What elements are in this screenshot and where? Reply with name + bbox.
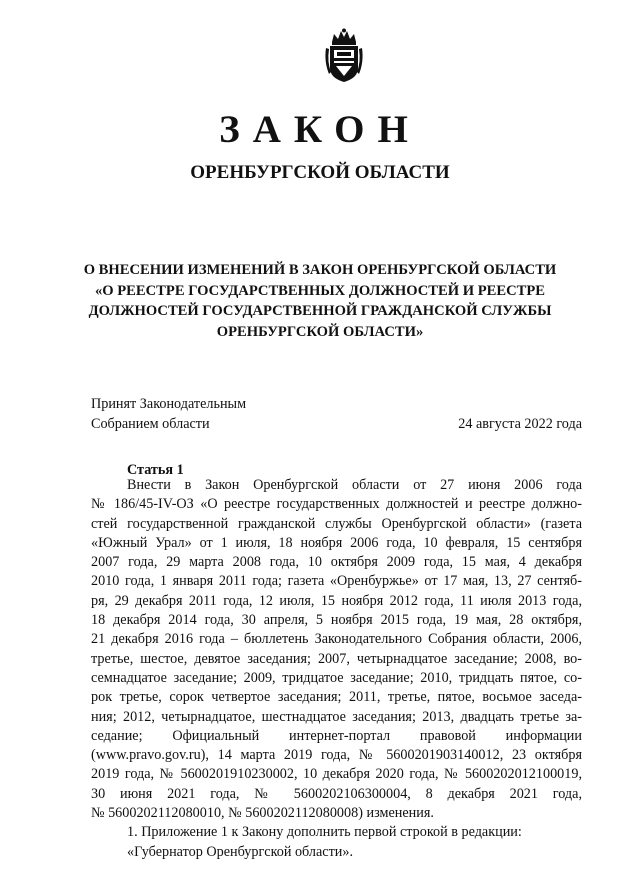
- adoption-date: 24 августа 2022 года: [458, 416, 582, 432]
- article-body: [91, 476, 582, 862]
- body-line: 18 декабря 2014 года, 30 апреля, 5 ноября 2015 года, 19 мая, 28 октября,: [91, 612, 582, 629]
- body-line: 21 декабря 2016 года – бюллетень Законодательного Собрания области, 2006,: [91, 631, 582, 648]
- law-subject-heading: [60, 260, 580, 342]
- body-line: ния; 2012, четырнадцатое, шестнадцатое заседания; 2013, двадцать третье за-: [91, 708, 582, 725]
- subject-line: О ВНЕСЕНИИ ИЗМЕНЕНИЙ В ЗАКОН ОРЕНБУРГСКОЙ ОБЛАСТИ: [83, 262, 557, 278]
- body-line: седание; Официальный интернет-портал правовой информации: [91, 727, 582, 744]
- body-line: рок третье, сорок четвертое заседания; 2011, третье, пятое, восьмое заседа-: [91, 689, 582, 706]
- body-line: 2010 года, 1 января 2011 года; газета «Оренбуржье» от 17 мая, 13, 27 сентяб-: [91, 573, 582, 590]
- body-line: ря, 29 декабря 2011 года, 12 июля, 15 ноября 2012 года, 11 июля 2013 года,: [91, 592, 582, 609]
- subject-line: ОРЕНБУРГСКОЙ ОБЛАСТИ»: [216, 323, 424, 340]
- body-line: Внести в Закон Оренбургской области от 27 июня 2006 года: [127, 477, 582, 493]
- body-line: «Южный Урал» от 1 июля, 18 ноября 2006 года, 10 февраля, 15 сентября: [91, 534, 582, 551]
- body-line: 2007 года, 29 марта 2008 года, 10 октября 2009 года, 15 мая, 4 декабря: [91, 554, 582, 571]
- subject-line: ДОЛЖНОСТЕЙ ГОСУДАРСТВЕННОЙ ГРАЖДАНСКОЙ СЛУЖБЫ: [88, 303, 552, 319]
- orenburg-coat-of-arms-icon: [324, 28, 364, 84]
- adoption-note-line: Принят Законодательным: [91, 396, 247, 412]
- body-line: (www.pravo.gov.ru), 14 марта 2019 года, № 5600201903140012, 23 октября: [91, 747, 582, 764]
- body-line: третье, шестое, девятое заседания; 2007, четырнадцатое заседание; 2008, во-: [91, 650, 582, 667]
- body-line: 30 июня 2021 года, № 5600202106300004, 8 декабря 2021 года,: [91, 785, 582, 802]
- body-line: стей государственной гражданской службы Оренбургской области» (газета: [91, 515, 582, 532]
- article-title: Статья 1: [127, 462, 184, 478]
- law-title: ЗАКОН: [219, 108, 421, 151]
- body-line: 2019 года, № 5600201910230002, 10 декабря 2020 года, № 5600202012100019,: [91, 766, 582, 783]
- body-line: № 186/45-IV-ОЗ «О реестре государственных должностей и реестре должно-: [91, 496, 582, 513]
- item-1-line: «Губернатор Оренбургской области».: [127, 843, 354, 860]
- body-line: семнадцатое заседание; 2009, тридцатое заседание; 2010, тридцать пятое, со-: [91, 669, 582, 686]
- adoption-note: [91, 394, 246, 434]
- item-1-line: 1. Приложение 1 к Закону дополнить первой строкой в редакции:: [127, 824, 522, 841]
- body-line: № 5600202112080010, № 5600202112080008) изменения.: [91, 805, 434, 822]
- subject-line: «О РЕЕСТРЕ ГОСУДАРСТВЕННЫХ ДОЛЖНОСТЕЙ И РЕЕСТРЕ: [94, 282, 546, 299]
- adoption-note-line: Собранием области: [91, 416, 210, 432]
- region-title: ОРЕНБУРГСКОЙ ОБЛАСТИ: [190, 162, 450, 183]
